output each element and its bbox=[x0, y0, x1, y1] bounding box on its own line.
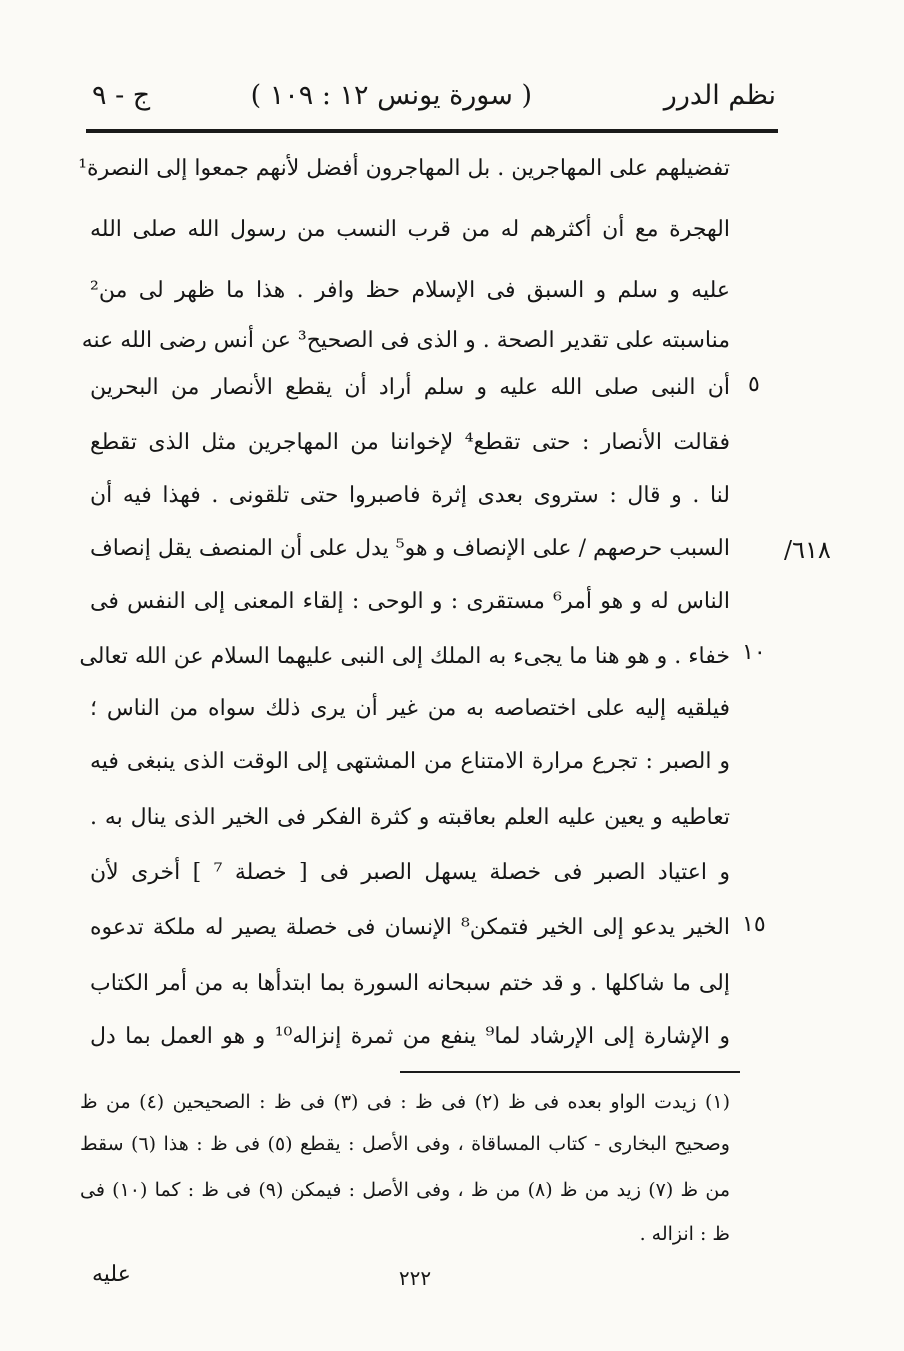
text-line: الخير يدعو إلى الخير فتمكن⁸ الإنسان فى خصلة يصير له ملكة تدعوه bbox=[90, 915, 730, 940]
text-line: خفاء . و هو هنا ما يجىء به الملك إلى النبى عليهما السلام عن الله تعالى bbox=[79, 644, 730, 669]
text-line: تعاطيه و يعين عليه العلم بعاقبته و كثرة الفكر فى الخير الذى ينال به . bbox=[90, 805, 730, 830]
text-line: الناس له و هو أمر⁶ مستقرى : و الوحى : إلقاء المعنى إلى النفس فى bbox=[90, 589, 730, 614]
text-line: الهجرة مع أن أكثرهم له من قرب النسب من رسول الله صلى الله bbox=[90, 217, 730, 242]
footnote-line: من ظ (٧) زيد من ظ (٨) من ظ ، وفى الأصل : فيمكن (٩) فى ظ : كما (١٠) فى bbox=[80, 1179, 731, 1201]
line-number: ١٠ bbox=[742, 640, 766, 665]
catchword: عليه bbox=[92, 1262, 131, 1287]
line-number: ١٥ bbox=[742, 912, 766, 937]
text-line: و اعتياد الصبر فى خصلة يسهل الصبر فى [ خصلة ⁷ ] أخرى لأن bbox=[90, 860, 730, 885]
manuscript-folio-ref: ٦١٨/ bbox=[784, 536, 831, 564]
header-rule bbox=[86, 129, 778, 133]
text-line: و الإشارة إلى الإرشاد لما⁹ ينفع من ثمرة إنزاله¹⁰ و هو العمل بما دل bbox=[90, 1024, 730, 1049]
text-line: مناسبته على تقدير الصحة . و الذى فى الصحيح³ عن أنس رضى الله عنه bbox=[81, 328, 730, 353]
text-line: و الصبر : تجرع مرارة الامتناع من المشتهى إلى الوقت الذى ينبغى فيه bbox=[90, 749, 730, 774]
text-line: تفضيلهم على المهاجرين . بل المهاجرون أفضل لأنهم جمعوا إلى النصرة¹ bbox=[78, 156, 730, 181]
text-line: عليه و سلم و السبق فى الإسلام حظ وافر . هذا ما ظهر لى من² bbox=[90, 278, 730, 303]
text-line: فيلقيه إليه على اختصاصه به من غير أن يرى ذلك سواه من الناس ؛ bbox=[90, 696, 730, 721]
page-number: ٢٢٢ bbox=[398, 1266, 432, 1290]
volume-number: ج - ٩ bbox=[92, 80, 151, 111]
running-title: نظم الدرر bbox=[663, 80, 776, 111]
line-number: ٥ bbox=[748, 372, 760, 397]
footnote-line: ظ : انزاله . bbox=[639, 1223, 730, 1245]
footnote-line: وصحيح البخارى - كتاب المساقاة ، وفى الأصل : يقطع (٥) فى ظ : هذا (٦) سقط bbox=[80, 1133, 730, 1155]
text-line: السبب حرصهم / على الإنصاف و هو⁵ يدل على أن المنصف يقل إنصاف bbox=[90, 536, 730, 561]
text-line: إلى ما شاكلها . و قد ختم سبحانه السورة بما ابتدأها به من أمر الكتاب bbox=[90, 971, 730, 996]
text-line: لنا . و قال : ستروى بعدى إثرة فاصبروا حتى تلقونى . فهذا فيه أن bbox=[90, 483, 730, 508]
footnote-rule bbox=[400, 1071, 740, 1073]
text-line: فقالت الأنصار : حتى تقطع⁴ لإخواننا من المهاجرين مثل الذى تقطع bbox=[90, 430, 731, 455]
surah-reference: ( سورة يونس ١٢ : ١٠٩ ) bbox=[250, 80, 532, 111]
footnote-line: (١) زيدت الواو بعده فى ظ (٢) فى ظ : فى (٣) فى ظ : الصحيحين (٤) من ظ bbox=[80, 1091, 730, 1113]
text-line: أن النبى صلى الله عليه و سلم أراد أن يقطع الأنصار من البحرين bbox=[90, 375, 730, 400]
